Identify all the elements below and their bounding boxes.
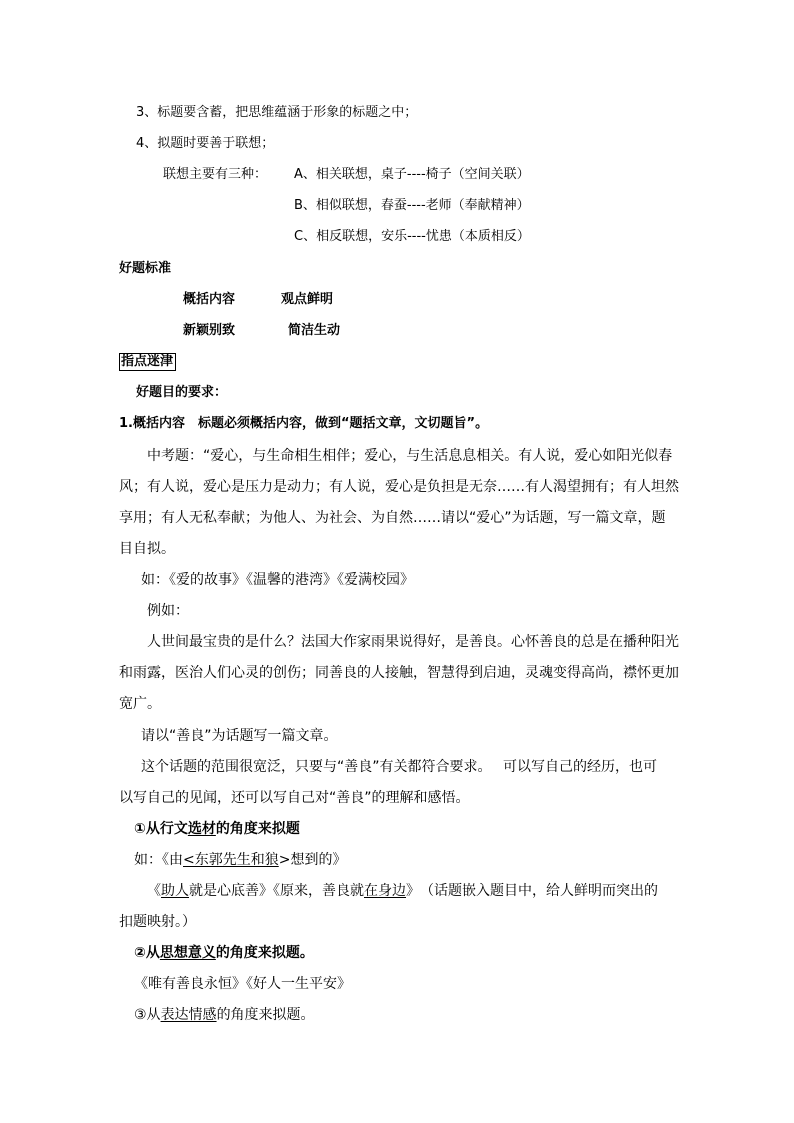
association-intro: 联想主要有三种：	[163, 167, 268, 182]
angle-2-examples: 《唯有善良永恒》《好人一生平安》	[134, 976, 351, 992]
angle-1-post: 的角度来拟题	[215, 821, 300, 837]
angle-2-pre: ②从	[134, 945, 160, 961]
angle-2-underlined: 思想意义	[159, 945, 216, 961]
angle-3-heading	[134, 1008, 315, 1022]
example-2-part-a: 《	[147, 883, 161, 899]
example-2-part-b: 就是心底善》《原来，善良就	[189, 883, 364, 899]
example-1-pre: 如：《由	[134, 852, 183, 868]
angle-2-heading	[134, 946, 314, 960]
association-a: A、相关联想，桌子----椅子（空间关联）	[294, 167, 530, 182]
angle-1-example-2	[147, 884, 658, 898]
example-1-post: >想到的》	[278, 852, 347, 868]
exam-line-2: 风；有人说，爱心是压力是动力；有人说，爱心是负担是无奈……有人渴望拥有；有人坦然	[119, 479, 679, 495]
angle-1-heading	[134, 822, 300, 836]
standard-item-2: 观点鲜明	[281, 292, 334, 307]
item-4-text: 4、拟题时要善于联想；	[136, 136, 275, 151]
topic-range-line-2: 以写自己的见闻，还可以写自己对“善良”的理解和感悟。	[119, 790, 470, 806]
standard-item-3: 新颖别致	[183, 323, 236, 338]
angle-2-post: 的角度来拟题。	[215, 945, 314, 961]
item-3-text: 3、标题要含蓄，把思维蕴涵于形象的标题之中；	[136, 105, 418, 120]
topic-prompt: 请以“善良”为话题写一篇文章。	[141, 728, 338, 744]
exam-line-3: 享用；有人无私奉献；为他人、为社会、为自然……请以“爱心”为话题，写一篇文章，题	[119, 510, 666, 526]
angle-1-underlined: 选材	[187, 821, 216, 837]
angle-1-example-2-continued: 扣题映射。）	[119, 914, 196, 930]
exam-line-4: 目自拟。	[119, 541, 175, 557]
example-titles: 如：《爱的故事》《温馨的港湾》《爱满校园》	[141, 572, 414, 588]
association-c: C、相反联想，安乐----忧患（本质相反）	[294, 229, 530, 244]
guide-box-label: 指点迷津	[119, 353, 176, 371]
example-1-underlined: <东郭先生和狼	[183, 852, 279, 868]
angle-1-pre: ①从行文	[134, 821, 188, 837]
topic-range-line-1: 这个话题的范围很宽泛，只要与“善良”有关都符合要求。 可以写自己的经历，也可	[141, 759, 657, 775]
angle-3-underlined: 表达情感	[160, 1007, 217, 1023]
requirements-heading: 好题目的要求：	[136, 385, 228, 400]
kindness-para-line-1: 人世间最宝贵的是什么？法国大作家雨果说得好，是善良。心怀善良的总是在播种阳光	[147, 634, 679, 650]
example-2-part-c: 》 （话题嵌入题目中，给人鲜明而突出的	[406, 883, 658, 899]
kindness-para-line-2: 和雨露，医治人们心灵的创伤；同善良的人接触，智慧得到启迪，灵魂变得高尚，襟怀更加	[119, 665, 679, 681]
angle-3-pre: ③从	[134, 1007, 161, 1023]
association-b: B、相似联想，春蚕----老师（奉献精神）	[294, 198, 530, 213]
good-title-standard-heading: 好题标准	[119, 261, 172, 276]
standard-item-4: 简洁生动	[288, 323, 341, 338]
exam-line-1: 中考题：“爱心，与生命相生相伴；爱心，与生活息息相关。有人说，爱心如阳光似春	[147, 448, 673, 464]
example-label: 例如：	[147, 603, 189, 619]
standard-item-1: 概括内容	[183, 292, 236, 307]
angle-3-post: 的角度来拟题。	[216, 1007, 315, 1023]
example-2-underlined-2: 在身边	[364, 883, 406, 899]
angle-1-example-1	[134, 853, 346, 867]
requirement-1: 1.概括内容 标题必须概括内容，做到“题括文章，文切题旨”。	[119, 416, 489, 431]
kindness-para-line-3: 宽广。	[119, 696, 161, 712]
guide-heading	[119, 353, 176, 371]
example-2-underlined-1: 助人	[161, 883, 189, 899]
